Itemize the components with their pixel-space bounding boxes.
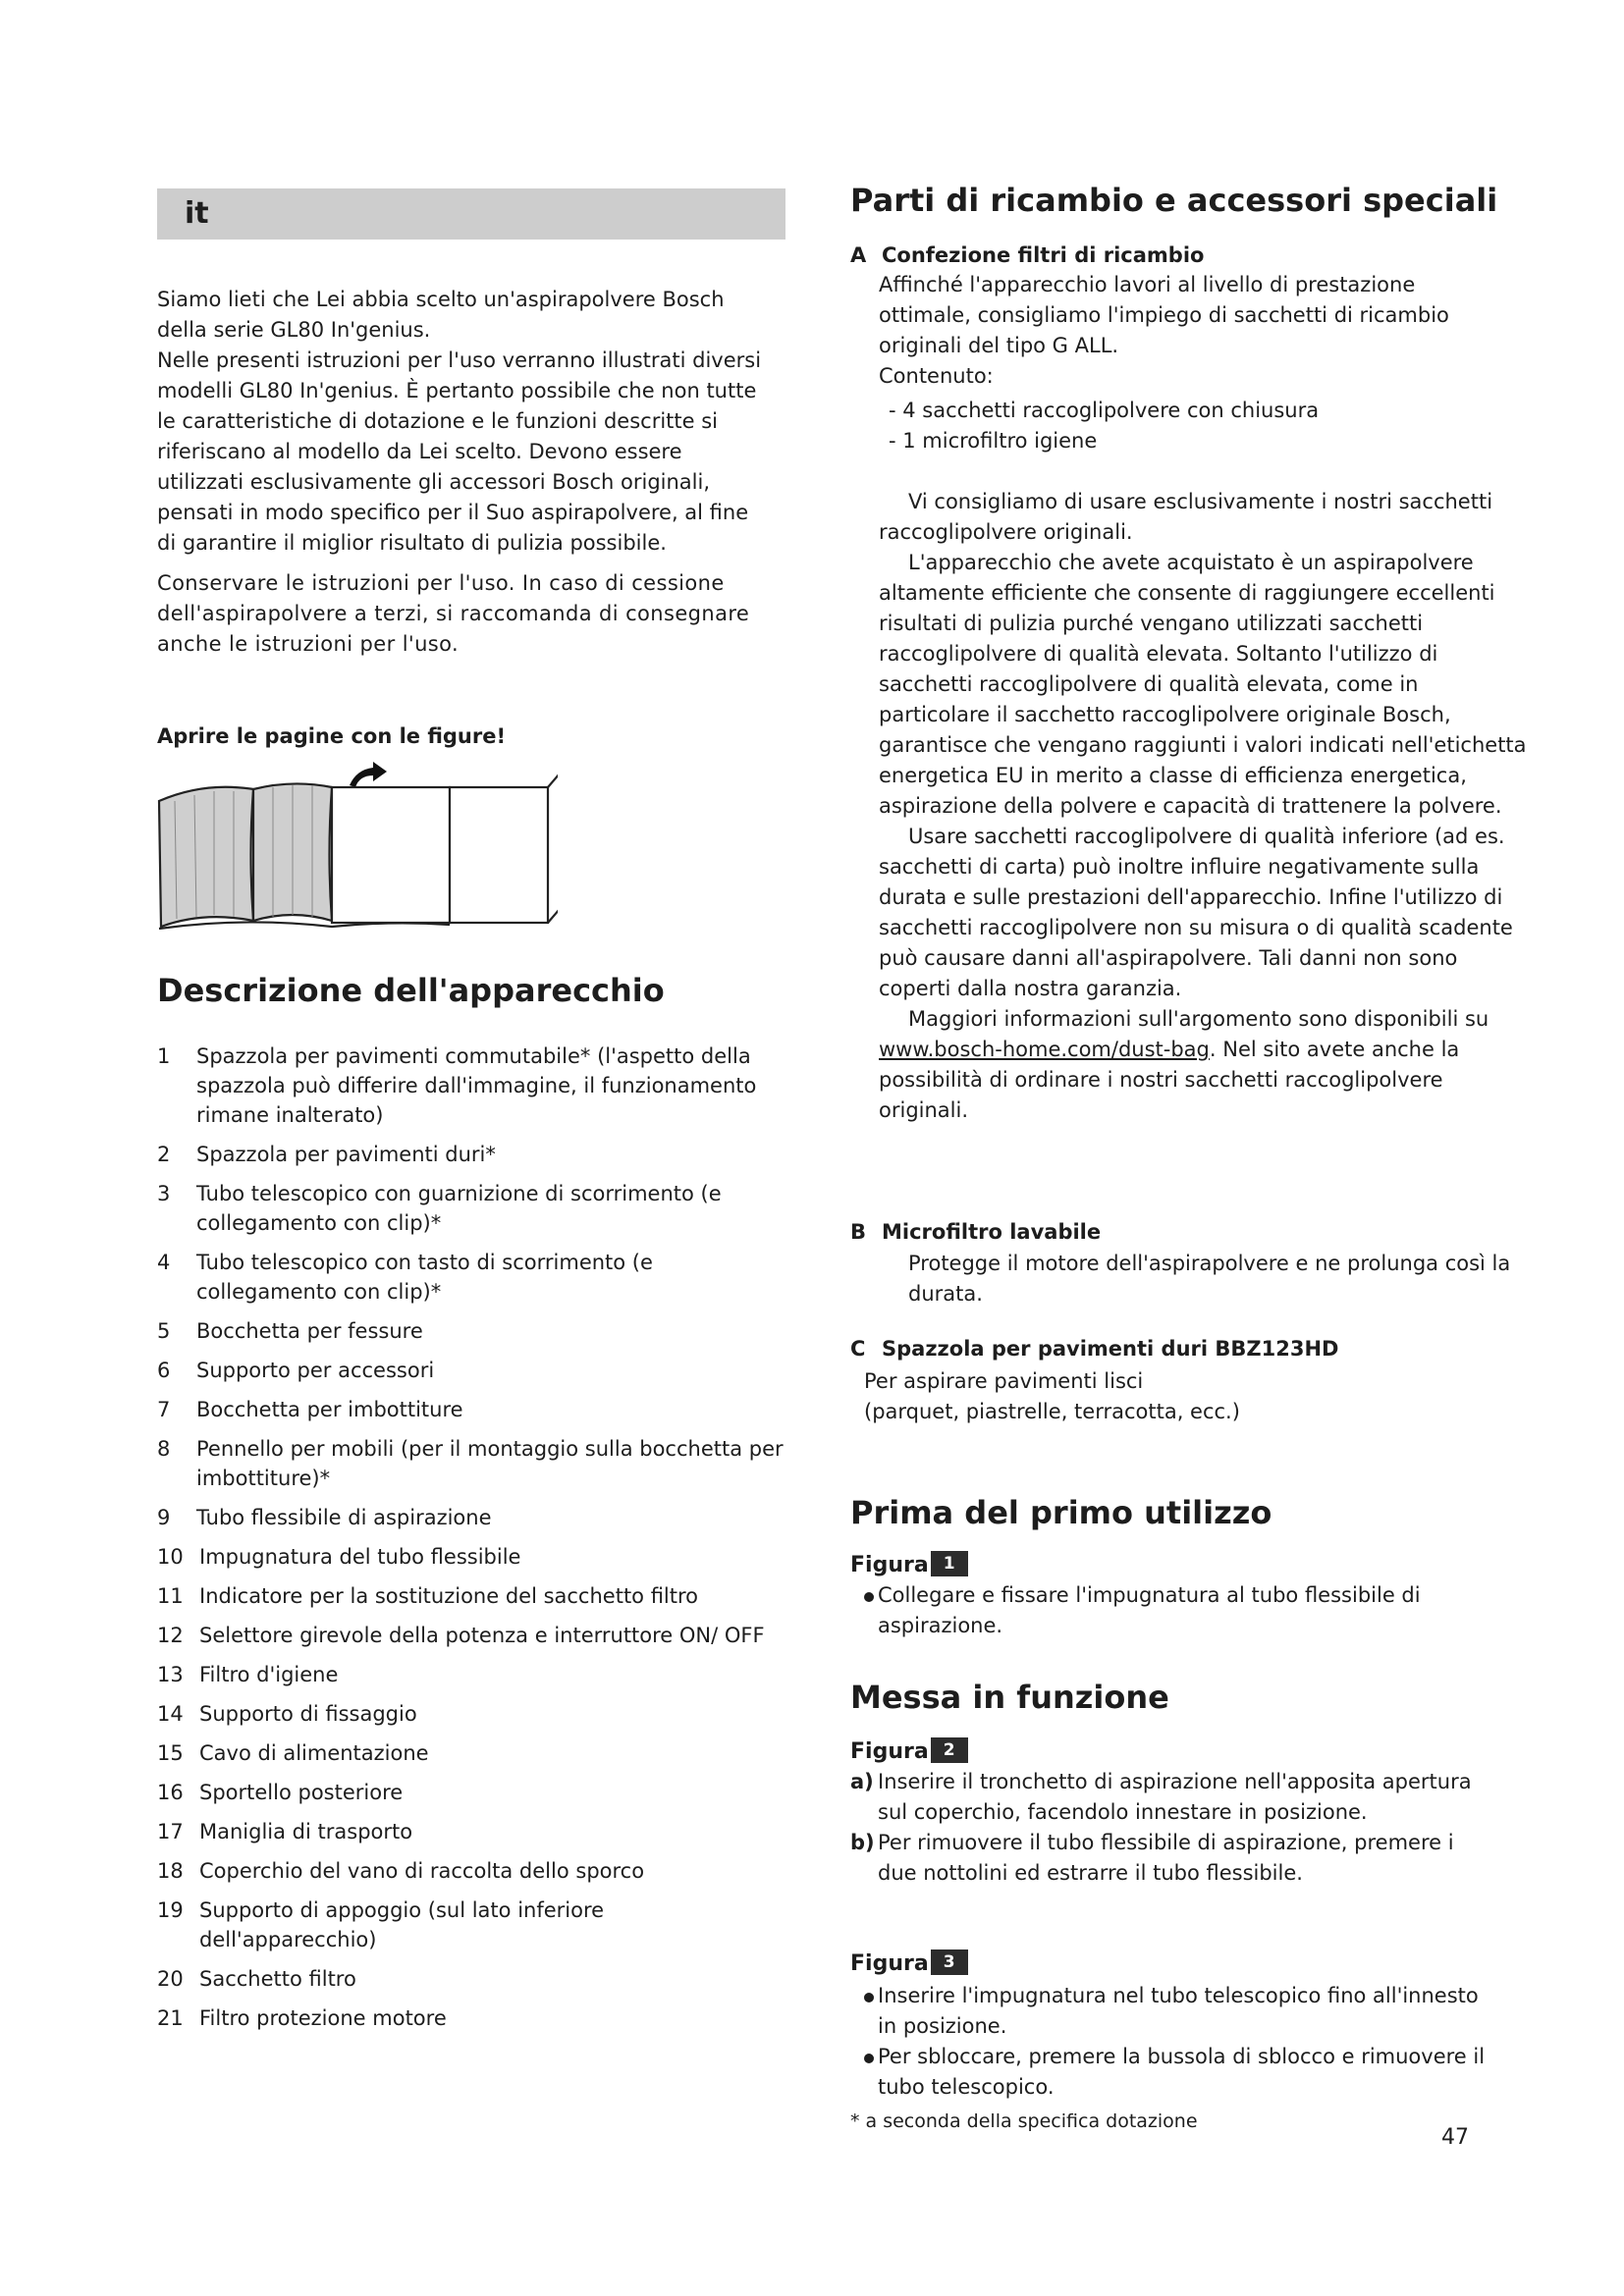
open-book-illustration	[155, 762, 558, 938]
list-item: - 1 microfiltro igiene	[889, 429, 1098, 453]
section-a-heading: A Confezione filtri di ricambio	[850, 243, 1205, 267]
list-item: a) Inserire il tronchetto di aspirazione nell'apposita apertura sul coperchio, facendolo innestare in posizione.	[850, 1770, 1472, 1824]
list-item: 20 Sacchetto filtro	[157, 1967, 356, 1991]
figure-3-instructions	[864, 1981, 1502, 2103]
section-a-details: Vi consigliamo di usare esclusivamente i nostri sacchetti raccoglipolvere originali. L'apparecchio che avete acquistato è un aspirapolvere altamente efficiente che consente di raggiungere eccellenti risultati di pulizia purché vengano utilizzati sacchetti raccoglipolvere di qualità elevata. Soltanto l'utilizzo di sacchetti raccoglipolvere di qualità elevata, come in particolare il sacchetto raccoglipolvere originale Bosch, garantisce che vengano raggiunti i valori indicati nell'etichetta energetica EU in merito a classe di efficienza energetica, aspirazione della polvere e capacità di trattenere la polvere. Usare sacchetti raccoglipolvere di qualità inferiore (ad es. sacchetti di carta) può inoltre influire negativamente sulla durata e sulle prestazioni dell'apparecchio. Infine l'utilizzo di sacchetti raccoglipolvere non su misura o di qualità scadente può causare danni all'aspirapolvere. Tali danni non sono coperti dalla nostra garanzia. Maggiori informazioni sull'argomento sono disponibili su www.bosch-home.com/dust-bag. Nel sito avete anche la possibilità di ordinare i nostri sacchetti raccoglipolvere originali.	[879, 490, 1527, 1122]
dust-bag-link[interactable]: www.bosch-home.com/dust-bag	[879, 1038, 1210, 1061]
list-item: 9 Tubo flessibile di aspirazione	[157, 1506, 492, 1529]
description-title: Descrizione dell'apparecchio	[157, 972, 665, 1009]
open-pages-note: Aprire le pagine con le figure!	[157, 724, 507, 748]
section-a-intro: Affinché l'apparecchio lavori al livello di prestazione ottimale, consigliamo l'impiego di sacchetti di ricambio originali del tipo G ALL. Contenuto:	[879, 273, 1449, 388]
figure-number-badge: 1	[931, 1551, 968, 1576]
list-item: 3 Tubo telescopico con guarnizione di scorrimento (e collegamento con clip)*	[157, 1182, 722, 1235]
list-item: b) Per rimuovere il tubo flessibile di aspirazione, premere i due nottolini ed estrarre il tubo flessibile.	[850, 1831, 1454, 1885]
list-item: 5 Bocchetta per fessure	[157, 1319, 423, 1343]
list-item: 17 Maniglia di trasporto	[157, 1820, 413, 1843]
list-item: 6 Supporto per accessori	[157, 1359, 435, 1382]
section-b-heading: B Microfiltro lavabile	[850, 1220, 1102, 1244]
list-item: 21 Filtro protezione motore	[157, 2006, 447, 2030]
list-item: Collegare e fissare l'impugnatura al tubo flessibile di aspirazione.	[864, 1580, 1502, 1641]
section-c-body: Per aspirare pavimenti lisci (parquet, piastrelle, terracotta, ecc.)	[864, 1369, 1240, 1423]
list-item: 12 Selettore girevole della potenza e interruttore ON/ OFF	[157, 1624, 765, 1647]
section-b-body: Protegge il motore dell'aspirapolvere e ne prolunga così la durata.	[908, 1252, 1511, 1306]
language-tab: it	[157, 188, 785, 240]
intro-paragraph-3: Conservare le istruzioni per l'uso. In caso di cessione dell'aspirapolvere a terzi, si raccomanda di consegnare anche le istruzioni per l'uso.	[157, 571, 750, 656]
list-item: 15 Cavo di alimentazione	[157, 1741, 429, 1765]
list-item: 4 Tubo telescopico con tasto di scorrimento (e collegamento con clip)*	[157, 1251, 653, 1304]
figure-number-badge: 2	[931, 1737, 968, 1763]
list-item: 13 Filtro d'igiene	[157, 1663, 339, 1686]
figure-3-label: Figura 3	[850, 1949, 968, 1976]
list-item: 11 Indicatore per la sostituzione del sacchetto filtro	[157, 1584, 699, 1608]
figure-number-badge: 3	[931, 1949, 968, 1975]
list-item: 19 Supporto di appoggio (sul lato inferiore dell'apparecchio)	[157, 1898, 605, 1951]
figure-2-label: Figura 2	[850, 1737, 968, 1764]
intro-section	[157, 285, 771, 660]
figure-2-instructions	[850, 1767, 1498, 1889]
list-item: 8 Pennello per mobili (per il montaggio sulla bocchetta per imbottiture)*	[157, 1437, 784, 1490]
list-item: 7 Bocchetta per imbottiture	[157, 1398, 463, 1421]
list-item: - 4 sacchetti raccoglipolvere con chiusura	[889, 399, 1320, 422]
first-use-title: Prima del primo utilizzo	[850, 1494, 1272, 1531]
list-item: 18 Coperchio del vano di raccolta dello sporco	[157, 1859, 645, 1883]
list-item: 1 Spazzola per pavimenti commutabile* (l'aspetto della spazzola può differire dall'immagine, il funzionamento rimane inalterato)	[157, 1044, 757, 1127]
section-a-contents	[889, 396, 1478, 456]
page-number: 47	[1441, 2125, 1469, 2150]
list-item: 2 Spazzola per pavimenti duri*	[157, 1143, 496, 1166]
list-item: 16 Sportello posteriore	[157, 1781, 404, 1804]
list-item: 14 Supporto di fissaggio	[157, 1702, 417, 1726]
list-item: Inserire l'impugnatura nel tubo telescopico fino all'innesto in posizione.	[864, 1981, 1502, 2042]
intro-paragraph-2: Nelle presenti istruzioni per l'uso verranno illustrati diversi modelli GL80 In'genius. È pertanto possibile che non tutte le caratteristiche di dotazione e le funzioni descritte si riferiscano al modello da Lei scelto. Devono essere utilizzati esclusivamente gli accessori Bosch originali, pensati in modo specifico per il Suo aspirapolvere, al fine di garantire il miglior risultato di pulizia possibile.	[157, 348, 762, 555]
figure-1-instructions	[864, 1580, 1502, 1641]
parts-list	[157, 1041, 785, 2043]
footnote: * a seconda della specifica dotazione	[850, 2110, 1198, 2132]
figure-1-label: Figura 1	[850, 1551, 968, 1577]
list-item: 10 Impugnatura del tubo flessibile	[157, 1545, 521, 1569]
intro-paragraph-1: Siamo lieti che Lei abbia scelto un'aspirapolvere Bosch della serie GL80 In'genius.	[157, 288, 725, 342]
section-c-heading: C Spazzola per pavimenti duri BBZ123HD	[850, 1337, 1339, 1361]
operation-title: Messa in funzione	[850, 1679, 1169, 1716]
spare-parts-title: Parti di ricambio e accessori speciali	[850, 182, 1498, 219]
list-item: Per sbloccare, premere la bussola di sblocco e rimuovere il tubo telescopico.	[864, 2042, 1502, 2103]
